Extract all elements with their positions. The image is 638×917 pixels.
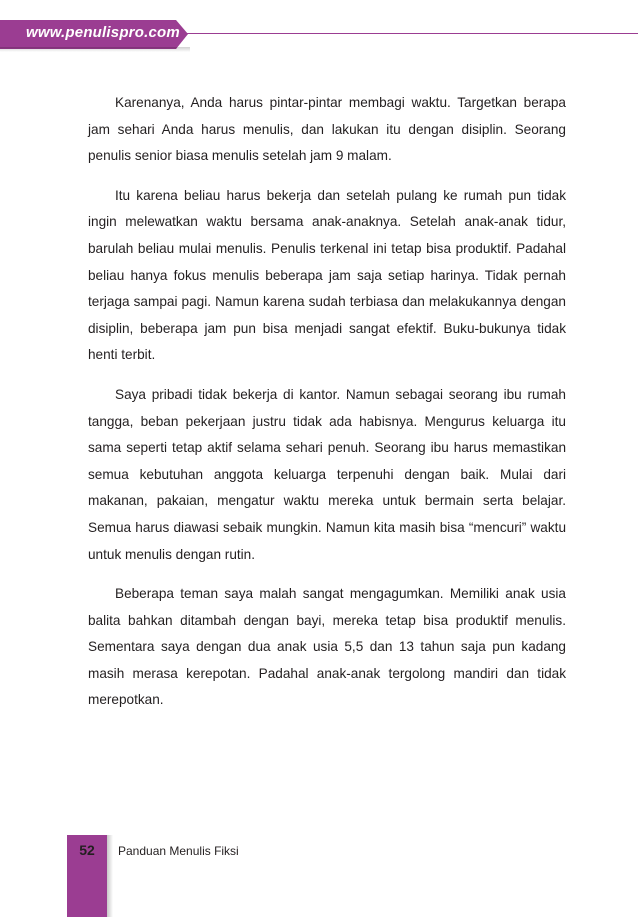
body-text <box>88 90 566 727</box>
paragraph-2: Itu karena beliau harus bekerja dan setelah pulang ke rumah pun tidak ingin melewatkan waktu bersama anak-anaknya. Setelah anak-anak tidur, barulah beliau mulai menulis. Penulis terkenal ini tetap bisa produktif. Padahal beliau hanya fokus menulis beberapa jam saja setiap harinya. Tidak pernah terjaga sampai pagi. Namun karena sudah terbiasa dan melakukannya dengan disiplin, beberapa jam pun bisa menjadi sangat efektif. Buku-bukunya tidak henti terbit. <box>88 187 566 363</box>
footer-page-tab-shadow <box>107 835 113 917</box>
site-url[interactable]: www.penulispro.com <box>26 24 180 41</box>
header-rule <box>196 33 638 34</box>
paragraph-3: Saya pribadi tidak bekerja di kantor. Namun sebagai seorang ibu rumah tangga, beban pekerjaan justru tidak ada habisnya. Mengurus keluarga itu sama seperti tetap aktif selama sehari penuh. Seorang ibu harus memastikan semua kebutuhan anggota keluarga terpenuhi dengan baik. Mulai dari makanan, pakaian, mengatur waktu mereka untuk bermain serta belajar. Semua harus diawasi sebaik mungkin. Namun kita masih bisa “mencuri” waktu untuk menulis dengan rutin. <box>88 386 566 562</box>
book-title: Panduan Menulis Fiksi <box>118 844 239 858</box>
paragraph-4: Beberapa teman saya malah sangat mengagumkan. Memiliki anak usia balita bahkan ditambah dengan bayi, mereka tetap bisa produktif menulis. Sementara saya dengan dua anak usia 5,5 dan 13 tahun saja pun kadang masih merasa kerepotan. Padahal anak-anak tergolong mandiri dan tidak merepotkan. <box>88 586 566 708</box>
paragraph-1: Karenanya, Anda harus pintar-pintar membagi waktu. Targetkan berapa jam sehari Anda harus menulis, dan lakukan itu dengan disiplin. Seorang penulis senior biasa menulis setelah jam 9 malam. <box>88 95 566 164</box>
header-banner-shadow <box>0 47 190 52</box>
page-header <box>0 0 638 60</box>
page-number: 52 <box>79 842 95 858</box>
